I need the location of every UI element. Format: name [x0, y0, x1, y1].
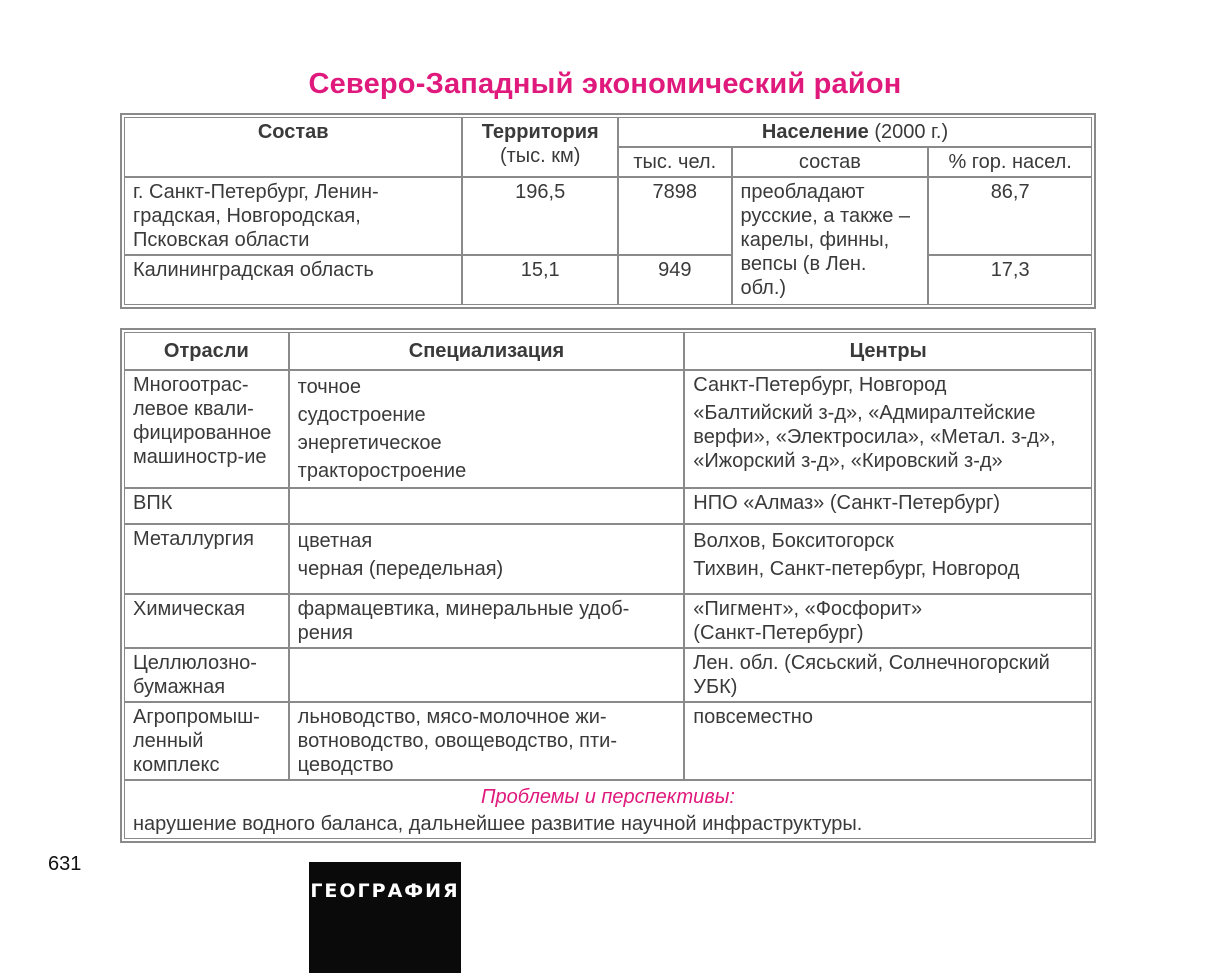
- row2-urban: 17,3: [928, 255, 1092, 305]
- population-year: (2000 г.): [874, 121, 949, 143]
- branch-cell: ВПК: [124, 488, 289, 524]
- table-row: [124, 648, 1092, 702]
- spec-cell: [289, 648, 685, 702]
- section-brand: ГЕОГРАФИЯ: [309, 862, 461, 973]
- centers-cell: «Пигмент», «Фосфорит» (Санкт-Петербург): [684, 594, 1092, 648]
- problems-title: Проблемы и перспективы:: [481, 786, 735, 808]
- header-territory: Территория (тыс. км): [462, 117, 618, 177]
- header-population: Население (2000 г.): [618, 117, 1092, 147]
- header-branches: Отрасли: [124, 332, 289, 370]
- table-row: [124, 524, 1092, 594]
- table-row: [124, 177, 1092, 255]
- centers-cell: Санкт-Петербург, Новгород «Балтийский з-д», «Адмиралтейские верфи», «Электросила», «Метал. з-д», «Ижорский з-д», «Кировский з-д»: [684, 370, 1092, 488]
- page-number: 631: [48, 853, 82, 875]
- spec-cell: фармацевтика, минеральные удоб- рения: [289, 594, 685, 648]
- composition-table: [124, 117, 1092, 305]
- centers-cell: НПО «Алмаз» (Санкт-Петербург): [684, 488, 1092, 524]
- problems-text: нарушение водного баланса, дальнейшее развитие научной инфраструктуры.: [133, 813, 863, 835]
- table-row: [124, 370, 1092, 488]
- row2-population: 949: [618, 255, 731, 305]
- industry-table: [124, 332, 1092, 839]
- spec-cell: льноводство, мясо-молочное жи- вотноводство, овощеводство, пти- цеводство: [289, 702, 685, 780]
- header-pop-urban: % гор. насел.: [928, 147, 1092, 177]
- table-row: [124, 488, 1092, 524]
- spec-cell: [289, 488, 685, 524]
- table-row: [124, 594, 1092, 648]
- spec-cell: цветная черная (передельная): [289, 524, 685, 594]
- row2-sostav: Калининградская область: [124, 255, 462, 305]
- table-row: [124, 255, 1092, 305]
- centers-cell: повсеместно: [684, 702, 1092, 780]
- page-title: Северо-Западный экономический район: [308, 68, 902, 100]
- centers-cell: Волхов, Бокситогорск Тихвин, Санкт-петербург, Новгород: [684, 524, 1092, 594]
- header-pop-composition: состав: [732, 147, 929, 177]
- branch-cell: Химическая: [124, 594, 289, 648]
- territory-unit: (тыс. км): [499, 145, 581, 167]
- centers-cell: Лен. обл. (Сясьский, Солнечногорский УБК): [684, 648, 1092, 702]
- header-centers: Центры: [684, 332, 1092, 370]
- branch-cell: Металлургия: [124, 524, 289, 594]
- table-row: [124, 702, 1092, 780]
- spec-cell: точное судостроение энергетическое тракторостроение: [289, 370, 685, 488]
- header-sostav: Состав: [124, 117, 462, 177]
- branch-cell: Агропромыш- ленный комплекс: [124, 702, 289, 780]
- row1-sostav: г. Санкт-Петербург, Ленин- градская, Новгородская, Псковская области: [124, 177, 462, 255]
- row1-territory: 196,5: [462, 177, 618, 255]
- row2-territory: 15,1: [462, 255, 618, 305]
- problems-cell: [124, 780, 1092, 839]
- row1-urban: 86,7: [928, 177, 1092, 255]
- population-composition: преобладают русские, а также – карелы, финны, вепсы (в Лен. обл.): [732, 177, 929, 305]
- problems-row: [124, 780, 1092, 839]
- row1-population: 7898: [618, 177, 731, 255]
- industry-table-frame: [120, 328, 1096, 843]
- header-specialization: Специализация: [289, 332, 685, 370]
- branch-cell: Многоотрас- левое квали- фицированное машиностр-ие: [124, 370, 289, 488]
- branch-cell: Целлюлозно- бумажная: [124, 648, 289, 702]
- header-pop-thousand: тыс. чел.: [618, 147, 731, 177]
- composition-table-frame: [120, 113, 1096, 309]
